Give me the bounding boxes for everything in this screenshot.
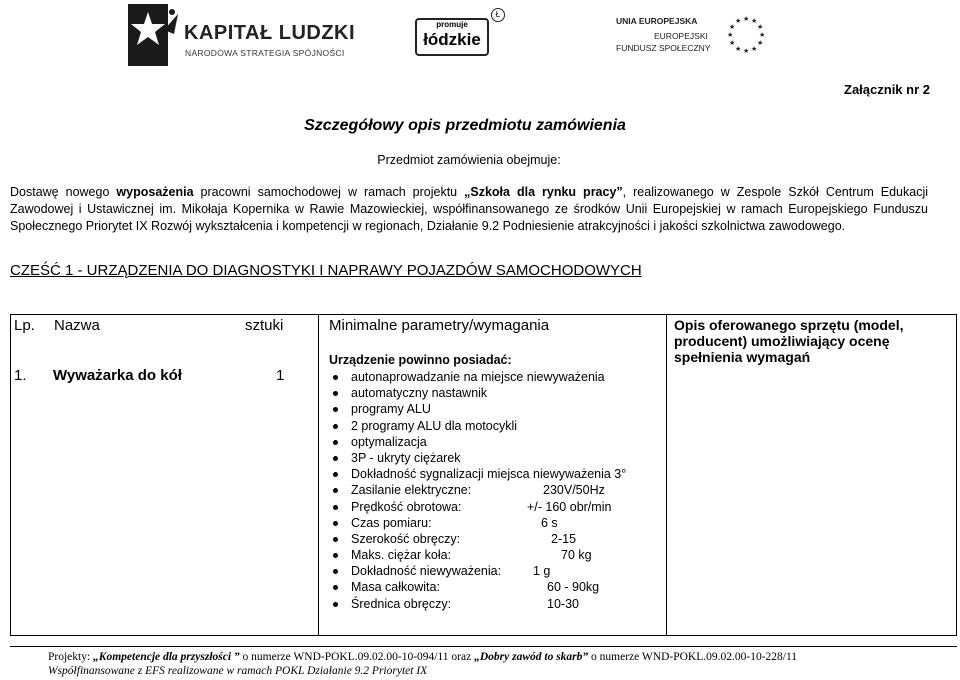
svg-text:★: ★ bbox=[735, 17, 742, 25]
bullet-icon bbox=[333, 505, 338, 510]
parameter-value: 6 s bbox=[541, 515, 558, 530]
desc-part: Dostawę nowego bbox=[10, 185, 117, 199]
eu-stars-flag-icon bbox=[722, 14, 768, 54]
svg-text:★: ★ bbox=[757, 39, 764, 47]
desc-part: Centrum bbox=[825, 185, 874, 199]
kapital-ludzki-name: KAPITAŁ LUDZKI bbox=[184, 22, 356, 44]
parameter-item bbox=[325, 563, 645, 579]
table-divider bbox=[666, 315, 667, 635]
parameter-item bbox=[325, 515, 645, 531]
parameter-item bbox=[325, 401, 645, 417]
kapital-ludzki-star-logo-icon bbox=[128, 4, 178, 66]
desc-bold: wyposażenia bbox=[116, 185, 194, 199]
svg-text:★: ★ bbox=[743, 15, 750, 23]
parameter-item bbox=[325, 499, 645, 515]
parameter-label: 2 programy ALU dla motocykli bbox=[351, 418, 518, 433]
svg-text:★: ★ bbox=[751, 45, 758, 53]
bullet-icon bbox=[333, 456, 338, 461]
parameter-label: Zasilanie elektryczne: bbox=[351, 483, 472, 498]
kapital-ludzki-subtitle: NARODOWA STRATEGIA SPÓJNOŚCI bbox=[185, 48, 345, 58]
order-description bbox=[10, 184, 928, 235]
parameter-label: automatyczny nastawnik bbox=[351, 386, 488, 401]
desc-part: , realizowanego w Zespole Szkół bbox=[622, 185, 826, 199]
svg-text:★: ★ bbox=[759, 31, 766, 39]
bullet-icon bbox=[333, 553, 338, 558]
parameter-label: programy ALU bbox=[351, 402, 431, 417]
bullet-icon bbox=[333, 585, 338, 590]
requirements-table bbox=[10, 314, 957, 636]
header-offer-description: Opis oferowanego sprzętu (model, producent) umożliwiający ocenę spełnienia wymagań bbox=[674, 317, 904, 365]
parameter-value: 60 - 90kg bbox=[547, 580, 600, 595]
parameter-item bbox=[325, 434, 645, 450]
footer-project-name: „Dobry zawód to skarb” bbox=[474, 651, 589, 663]
desc-part: pracowni samochodowej bbox=[193, 185, 341, 199]
header-params: Minimalne parametry/wymagania bbox=[329, 317, 550, 334]
ue-line3: FUNDUSZ SPOŁECZNY bbox=[616, 43, 711, 53]
svg-text:★: ★ bbox=[751, 17, 758, 25]
desc-part: w ramach projektu bbox=[340, 185, 465, 199]
row-qty: 1 bbox=[276, 367, 285, 384]
lodzkie-logo bbox=[415, 8, 505, 58]
parameter-item bbox=[325, 531, 645, 547]
bullet-icon bbox=[333, 391, 338, 396]
footer-project-name: „Kompetencje dla przyszłości ” bbox=[93, 651, 240, 663]
header-qty: sztuki bbox=[245, 317, 284, 334]
table-divider bbox=[318, 315, 319, 635]
footer-text: o numerze WND-POKL.09.02.00-10-228/11 bbox=[588, 651, 798, 663]
row-lp: 1. bbox=[14, 367, 27, 384]
parameter-item bbox=[325, 482, 645, 498]
svg-text:★: ★ bbox=[743, 47, 750, 54]
parameter-label: Średnica obręczy: bbox=[351, 596, 452, 611]
unia-europejska-logo bbox=[616, 14, 766, 62]
lodzkie-badge-icon: Ł bbox=[491, 8, 505, 22]
part-title: CZEŚĆ 1 - URZĄDZENIA DO DIAGNOSTYKI I NAPRAWY POJAZDÓW SAMOCHODOWYCH bbox=[10, 262, 642, 279]
row-name: Wyważarka do kół bbox=[53, 367, 182, 384]
svg-text:★: ★ bbox=[729, 23, 736, 31]
header-name: Nazwa bbox=[54, 317, 100, 334]
parameter-label: 3P - ukryty ciężarek bbox=[351, 450, 461, 465]
parameter-value: +/- 160 obr/min bbox=[527, 499, 612, 514]
parameter-value: 10-30 bbox=[547, 596, 579, 611]
parameter-value: 70 kg bbox=[561, 548, 592, 563]
footer-text: Projekty: bbox=[48, 651, 94, 663]
footer-projects bbox=[48, 651, 797, 663]
parameter-value: 1 g bbox=[533, 564, 551, 579]
bullet-icon bbox=[333, 569, 338, 574]
svg-text:★: ★ bbox=[727, 31, 734, 39]
bullet-icon bbox=[333, 537, 338, 542]
parameter-item bbox=[325, 450, 645, 466]
parameter-item bbox=[325, 547, 645, 563]
bullet-icon bbox=[333, 440, 338, 445]
bullet-icon bbox=[333, 472, 338, 477]
header-lp: Lp. bbox=[14, 317, 35, 334]
parameter-item bbox=[325, 369, 645, 385]
kapital-ludzki-logo bbox=[128, 4, 356, 66]
bullet-icon bbox=[333, 407, 338, 412]
ue-line2: EUROPEJSKI bbox=[654, 31, 708, 41]
parameter-label: Prędkość obrotowa: bbox=[351, 499, 462, 514]
parameter-item bbox=[325, 466, 645, 482]
svg-text:★: ★ bbox=[729, 39, 736, 47]
footer-cofinancing: Współfinansowane z EFS realizowane w ramach POKL Działanie 9.2 Priorytet IX bbox=[48, 665, 428, 677]
attachment-label: Załącznik nr 2 bbox=[844, 82, 930, 97]
lodzkie-promuje: promuje bbox=[436, 20, 468, 29]
desc-part: Edukacji Zawodowej i Ustawicznej im. Mikołaja Kopernika w Rawie Mazowieckiej, współfinansowanego ze środków Unii Europejskiej w ramach Europejskiego Funduszu Społecznego Priorytet IX Rozwój wykształcenia i kompetencji w regionach, Działanie 9.2 Podniesienie atrakcyjności i jakości szkolnictwa zawodowego. bbox=[10, 185, 928, 233]
bullet-icon bbox=[333, 375, 338, 380]
lodzkie-name: łódzkie bbox=[423, 30, 481, 49]
bullet-icon bbox=[333, 424, 338, 429]
parameter-item bbox=[325, 385, 645, 401]
bullet-icon bbox=[333, 488, 338, 493]
parameter-label: autonaprowadzanie na miejsce niewyważenia bbox=[351, 370, 605, 384]
footer-text: o numerze WND-POKL.09.02.00-10-094/11 oraz bbox=[239, 651, 475, 663]
bullet-icon bbox=[333, 602, 338, 607]
project-name: „Szkoła dla rynku pracy” bbox=[464, 185, 623, 199]
parameter-value: 2-15 bbox=[551, 531, 577, 546]
parameter-item bbox=[325, 596, 645, 612]
svg-text:★: ★ bbox=[735, 45, 742, 53]
parameter-item bbox=[325, 418, 645, 434]
svg-text:★: ★ bbox=[757, 23, 764, 31]
requirements-title: Urządzenie powinno posiadać: bbox=[329, 353, 512, 367]
footer-divider bbox=[10, 646, 957, 647]
page-title: Szczegółowy opis przedmiotu zamówienia bbox=[304, 117, 626, 134]
parameter-item bbox=[325, 579, 645, 595]
parameter-label: Maks. ciężar koła: bbox=[351, 548, 452, 563]
ue-line1: UNIA EUROPEJSKA bbox=[616, 16, 698, 26]
parameter-label: Dokładność niewyważenia: bbox=[351, 564, 502, 579]
parameter-list bbox=[325, 369, 645, 612]
parameter-label: Masa całkowita: bbox=[351, 580, 440, 595]
parameter-value: 230V/50Hz bbox=[543, 483, 605, 498]
parameter-label: Dokładność sygnalizacji miejsca niewyważenia 3° bbox=[351, 467, 627, 482]
parameter-label: Czas pomiaru: bbox=[351, 515, 432, 530]
parameter-label: Szerokość obręczy: bbox=[351, 531, 461, 546]
bullet-icon bbox=[333, 521, 338, 526]
page-subtitle: Przedmiot zamówienia obejmuje: bbox=[377, 153, 561, 167]
parameter-label: optymalizacja bbox=[351, 434, 427, 449]
